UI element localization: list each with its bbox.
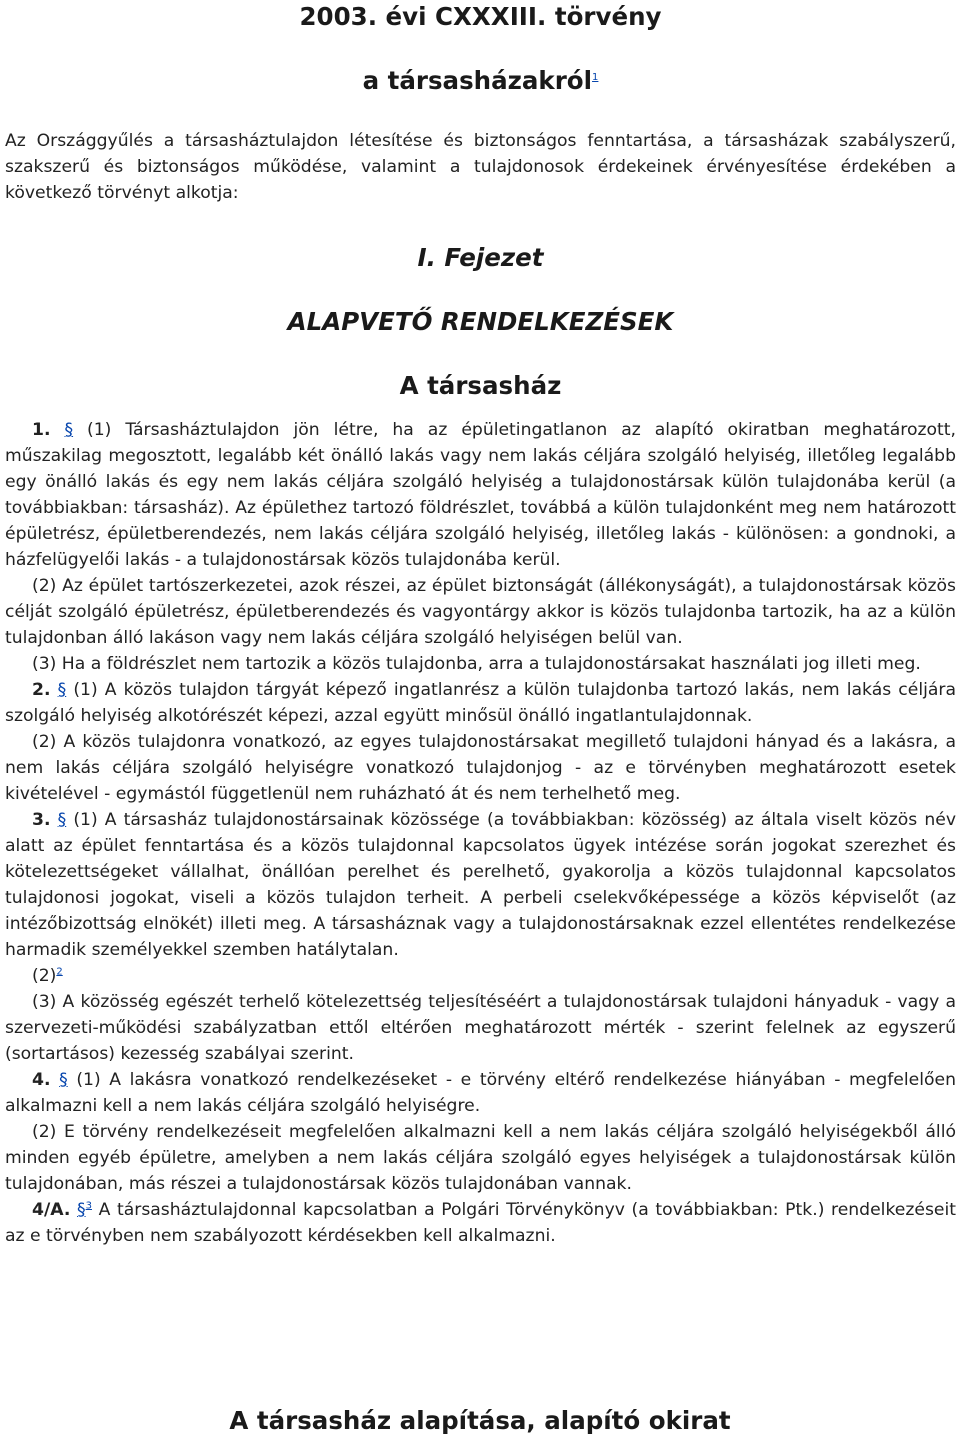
footnote-link-3[interactable]: 3 xyxy=(85,1200,92,1212)
paragraph-text: (1) A közös tulajdon tárgyát képező ingatlanrész a külön tulajdonba tartozó lakás, nem lakás céljára szolgáló helyiség alkotórészét képezi, azzal együtt minősül önálló ingatlantulajdonnak. xyxy=(5,680,957,726)
section-title: A társasház xyxy=(399,371,562,400)
section-number: 2. xyxy=(32,680,51,700)
law-title: 2003. évi CXXXIII. törvény xyxy=(299,2,662,31)
section-sign-link[interactable]: § xyxy=(57,810,67,830)
section-number: 3. xyxy=(32,810,51,830)
section-3-paragraph-1 xyxy=(5,807,956,963)
paragraph-text: (1) A társasház tulajdonostársainak közössége (a továbbiakban: közösség) az általa viselt közös név alatt az épület fenntartása és a közös tulajdonnal kapcsolatos ügyek intézése során jogokat szerezhet és kötelezettségeket vállalhat, önállóan perelhet és perelhető, gyakorolja a közös tulajdonnal kapcsolatos tulajdonosi jogokat, viseli a közös tulajdon terheit. A perbeli cselekvőképessége a közös képviselőt (az intézőbizottság elnökét) illeti meg. A társasháznak vagy a tulajdonostársaknak ezzel ellentétes rendelkezése harmadik személyekkel szemben hatálytalan. xyxy=(5,810,956,960)
section-1-paragraph-3: (3) Ha a földrészlet nem tartozik a közös tulajdonba, arra a tulajdonostársakat használati jog illeti meg. xyxy=(32,654,921,674)
section-4a-paragraph-1 xyxy=(5,1197,956,1249)
section-number: 1. xyxy=(32,420,51,440)
paragraph-text: A társasháztulajdonnal kapcsolatban a Polgári Törvénykönyv (a továbbiakban: Ptk.) rendelkezéseit az e törvényben nem szabályozott kérdésekben kell alkalmazni. xyxy=(5,1200,956,1246)
section-2-paragraph-1 xyxy=(5,677,956,729)
section-number: 4. xyxy=(32,1070,51,1090)
footnote-link-2[interactable]: 2 xyxy=(56,966,63,978)
section-sign-link[interactable]: § xyxy=(64,420,74,440)
section-sign-link[interactable]: § xyxy=(57,680,67,700)
preamble: Az Országgyűlés a társasháztulajdon létesítése és biztonságos fenntartása, a társasházak szabályszerű, szakszerű és biztonságos működése, valamint a tulajdonosok érdekeinek érvényesítése érdekében a következő törvényt alkotja: xyxy=(5,131,956,203)
footnote-link-1[interactable]: 1 xyxy=(592,71,599,83)
paragraph-text: (1) A lakásra vonatkozó rendelkezéseket - e törvény eltérő rendelkezése hiányában - megfelelően alkalmazni kell a nem lakás céljára szolgáló helyiségre. xyxy=(5,1070,956,1116)
section-4-paragraph-1 xyxy=(5,1067,956,1119)
chapter-number: I. Fejezet xyxy=(417,243,544,272)
section-sign-link[interactable]: § xyxy=(77,1200,86,1220)
section-3-paragraph-2 xyxy=(5,963,956,989)
section-3-paragraph-3: (3) A közösség egészét terhelő kötelezettség teljesítéséért a tulajdonostársak tulajdoni hányaduk - vagy a szervezeti-működési szabályzatban ettől eltérően meghatározott mérték - szerint felelnek az egyszerű (sortartásos) kezesség szabályai szerint. xyxy=(5,992,956,1064)
document-body xyxy=(5,417,956,1249)
section-number: 4/A. xyxy=(32,1200,71,1220)
section-1-paragraph-1 xyxy=(5,417,956,573)
next-section-title: A társasház alapítása, alapító okirat xyxy=(229,1406,731,1435)
section-4-paragraph-2: (2) E törvény rendelkezéseit megfelelően alkalmazni kell a nem lakás céljára szolgáló helyiségekből álló minden egyéb épületre, amelyben a nem lakás céljára szolgáló egyes helyiségek a tulajdonostársak külön tulajdonában, más részei a tulajdonostársak közös tulajdonában vannak. xyxy=(5,1122,956,1194)
paragraph-text: (1) Társasháztulajdon jön létre, ha az épületingatlanon az alapító okiratban meghatározott, műszakilag megosztott, legalább két önálló lakás vagy nem lakás céljára szolgáló helyiség, illetőleg legalább egy önálló lakás és egy nem lakás céljára szolgáló helyiség a tulajdonostársak külön tulajdonába kerül (a továbbiakban: társasház). Az épülethez tartozó földrészlet, továbbá a külön tulajdonként meg nem határozott épületrész, épületberendezés, nem lakás céljára szolgáló helyiség, illetőleg lakás - különösen: a gondnoki, a házfelügyelői lakás - a tulajdonostársak közös tulajdonába kerül. xyxy=(5,420,956,570)
paragraph-label: (2) xyxy=(32,966,57,986)
law-subtitle-text: a társasházakról xyxy=(362,66,593,95)
chapter-title: ALAPVETŐ RENDELKEZÉSEK xyxy=(287,307,674,336)
section-1-paragraph-2: (2) Az épület tartószerkezetei, azok részei, az épület biztonságát (állékonyságát), a tulajdonostársak közös célját szolgáló épületrész, épületberendezés és vagyontárgy akkor is közös tulajdonba tartozik, ha az a külön tulajdonban álló lakáson vagy nem lakás céljára szolgáló helyiségen belül van. xyxy=(5,576,956,648)
section-sign-link[interactable]: § xyxy=(59,1070,68,1090)
law-subtitle xyxy=(5,64,956,98)
section-2-paragraph-2: (2) A közös tulajdonra vonatkozó, az egyes tulajdonostársakat megillető tulajdoni hányad és a lakásra, a nem lakás céljára szolgáló helyiségre vonatkozó tulajdonjog - az e törvényben meghatározott esetek kivételével - egymástól függetlenül nem ruházható át és nem terhelhető meg. xyxy=(5,732,956,804)
